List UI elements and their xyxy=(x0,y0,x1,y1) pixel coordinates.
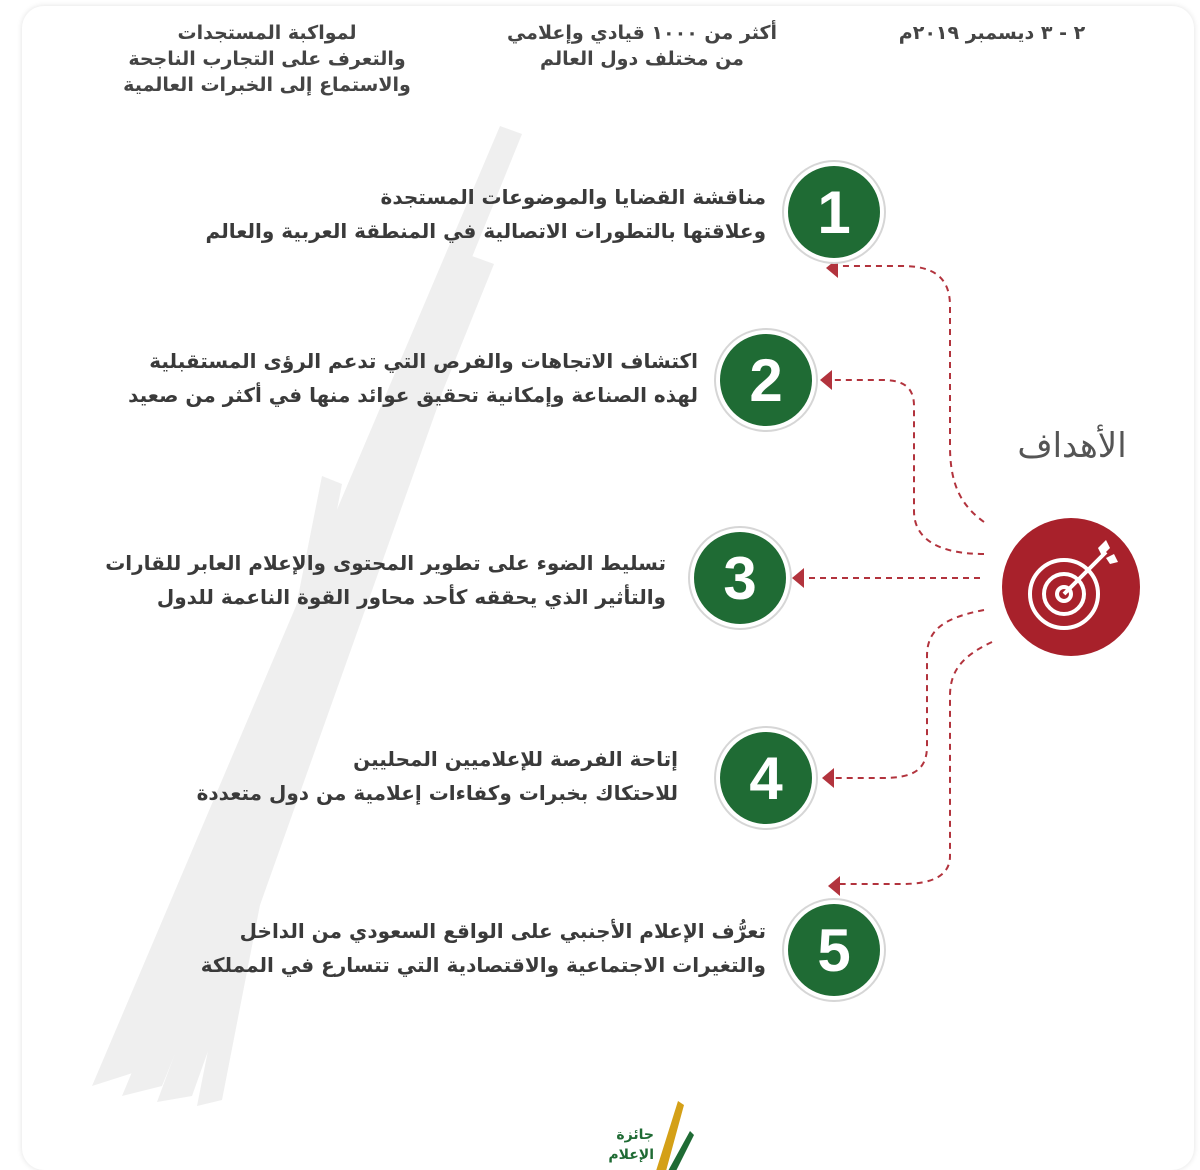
goal-2-text xyxy=(62,344,698,412)
section-title: الأهداف xyxy=(1017,426,1127,466)
goal-5-line-1: تعرُّف الإعلام الأجنبي على الواقع السعودي من الداخل xyxy=(239,919,766,943)
connector-5 xyxy=(836,642,992,884)
goal-1-line-1: مناقشة القضايا والموضوعات المستجدة xyxy=(380,185,766,209)
goal-5-line-2: والتغيرات الاجتماعية والاقتصادية التي تتسارع في المملكة xyxy=(200,953,766,977)
goal-3-line-1: تسليط الضوء على تطوير المحتوى والإعلام العابر للقارات xyxy=(105,551,666,575)
award-logo xyxy=(594,1101,694,1170)
connector-1 xyxy=(836,266,984,522)
goal-1-line-2: وعلاقتها بالتطورات الاتصالية في المنطقة العربية والعالم xyxy=(205,219,766,243)
purpose-info xyxy=(102,20,432,98)
goal-2-line-1: اكتشاف الاتجاهات والفرص التي تدعم الرؤى المستقبلية xyxy=(149,349,698,373)
purpose-line-3: والاستماع إلى الخبرات العالمية xyxy=(123,74,411,96)
goal-1-badge: 1 xyxy=(788,166,880,258)
goal-5-text xyxy=(152,914,766,982)
target-badge xyxy=(1002,518,1140,656)
goal-4-line-2: للاحتكاك بخبرات وكفاءات إعلامية من دول متعددة xyxy=(196,781,678,805)
goal-3-badge: 3 xyxy=(694,532,786,624)
goal-4-badge: 4 xyxy=(720,732,812,824)
attendees-info xyxy=(492,20,792,72)
goal-2-badge: 2 xyxy=(720,334,812,426)
target-icon xyxy=(1002,518,1140,656)
date-text: ٢ - ٣ ديسمبر ٢٠١٩م xyxy=(898,22,1086,44)
event-date xyxy=(882,20,1102,46)
logo-text-line-2: الإعلام xyxy=(608,1147,654,1163)
connectors xyxy=(802,266,992,884)
infographic-card xyxy=(22,6,1194,1170)
attendees-line-2: من مختلف دول العالم xyxy=(540,48,744,70)
connector-4 xyxy=(834,610,984,778)
goal-4-line-1: إتاحة الفرصة للإعلاميين المحليين xyxy=(353,747,678,771)
goal-5-badge: 5 xyxy=(788,904,880,996)
goal-3-text xyxy=(82,546,666,614)
purpose-line-1: لمواكبة المستجدات xyxy=(177,22,357,44)
goal-4-text xyxy=(142,742,678,810)
logo-text xyxy=(594,1125,654,1165)
goal-2-line-2: لهذه الصناعة وإمكانية تحقيق عوائد منها في أكثر من صعيد xyxy=(128,383,698,407)
goal-3-line-2: والتأثير الذي يحققه كأحد محاور القوة الناعمة للدول xyxy=(156,585,666,609)
goal-1-text xyxy=(172,180,766,248)
logo-text-line-1: جائزة xyxy=(616,1127,654,1143)
attendees-line-1: أكثر من ١٠٠٠ قيادي وإعلامي xyxy=(506,22,778,44)
purpose-line-2: والتعرف على التجارب الناجحة xyxy=(128,48,406,70)
connector-2 xyxy=(830,380,984,554)
